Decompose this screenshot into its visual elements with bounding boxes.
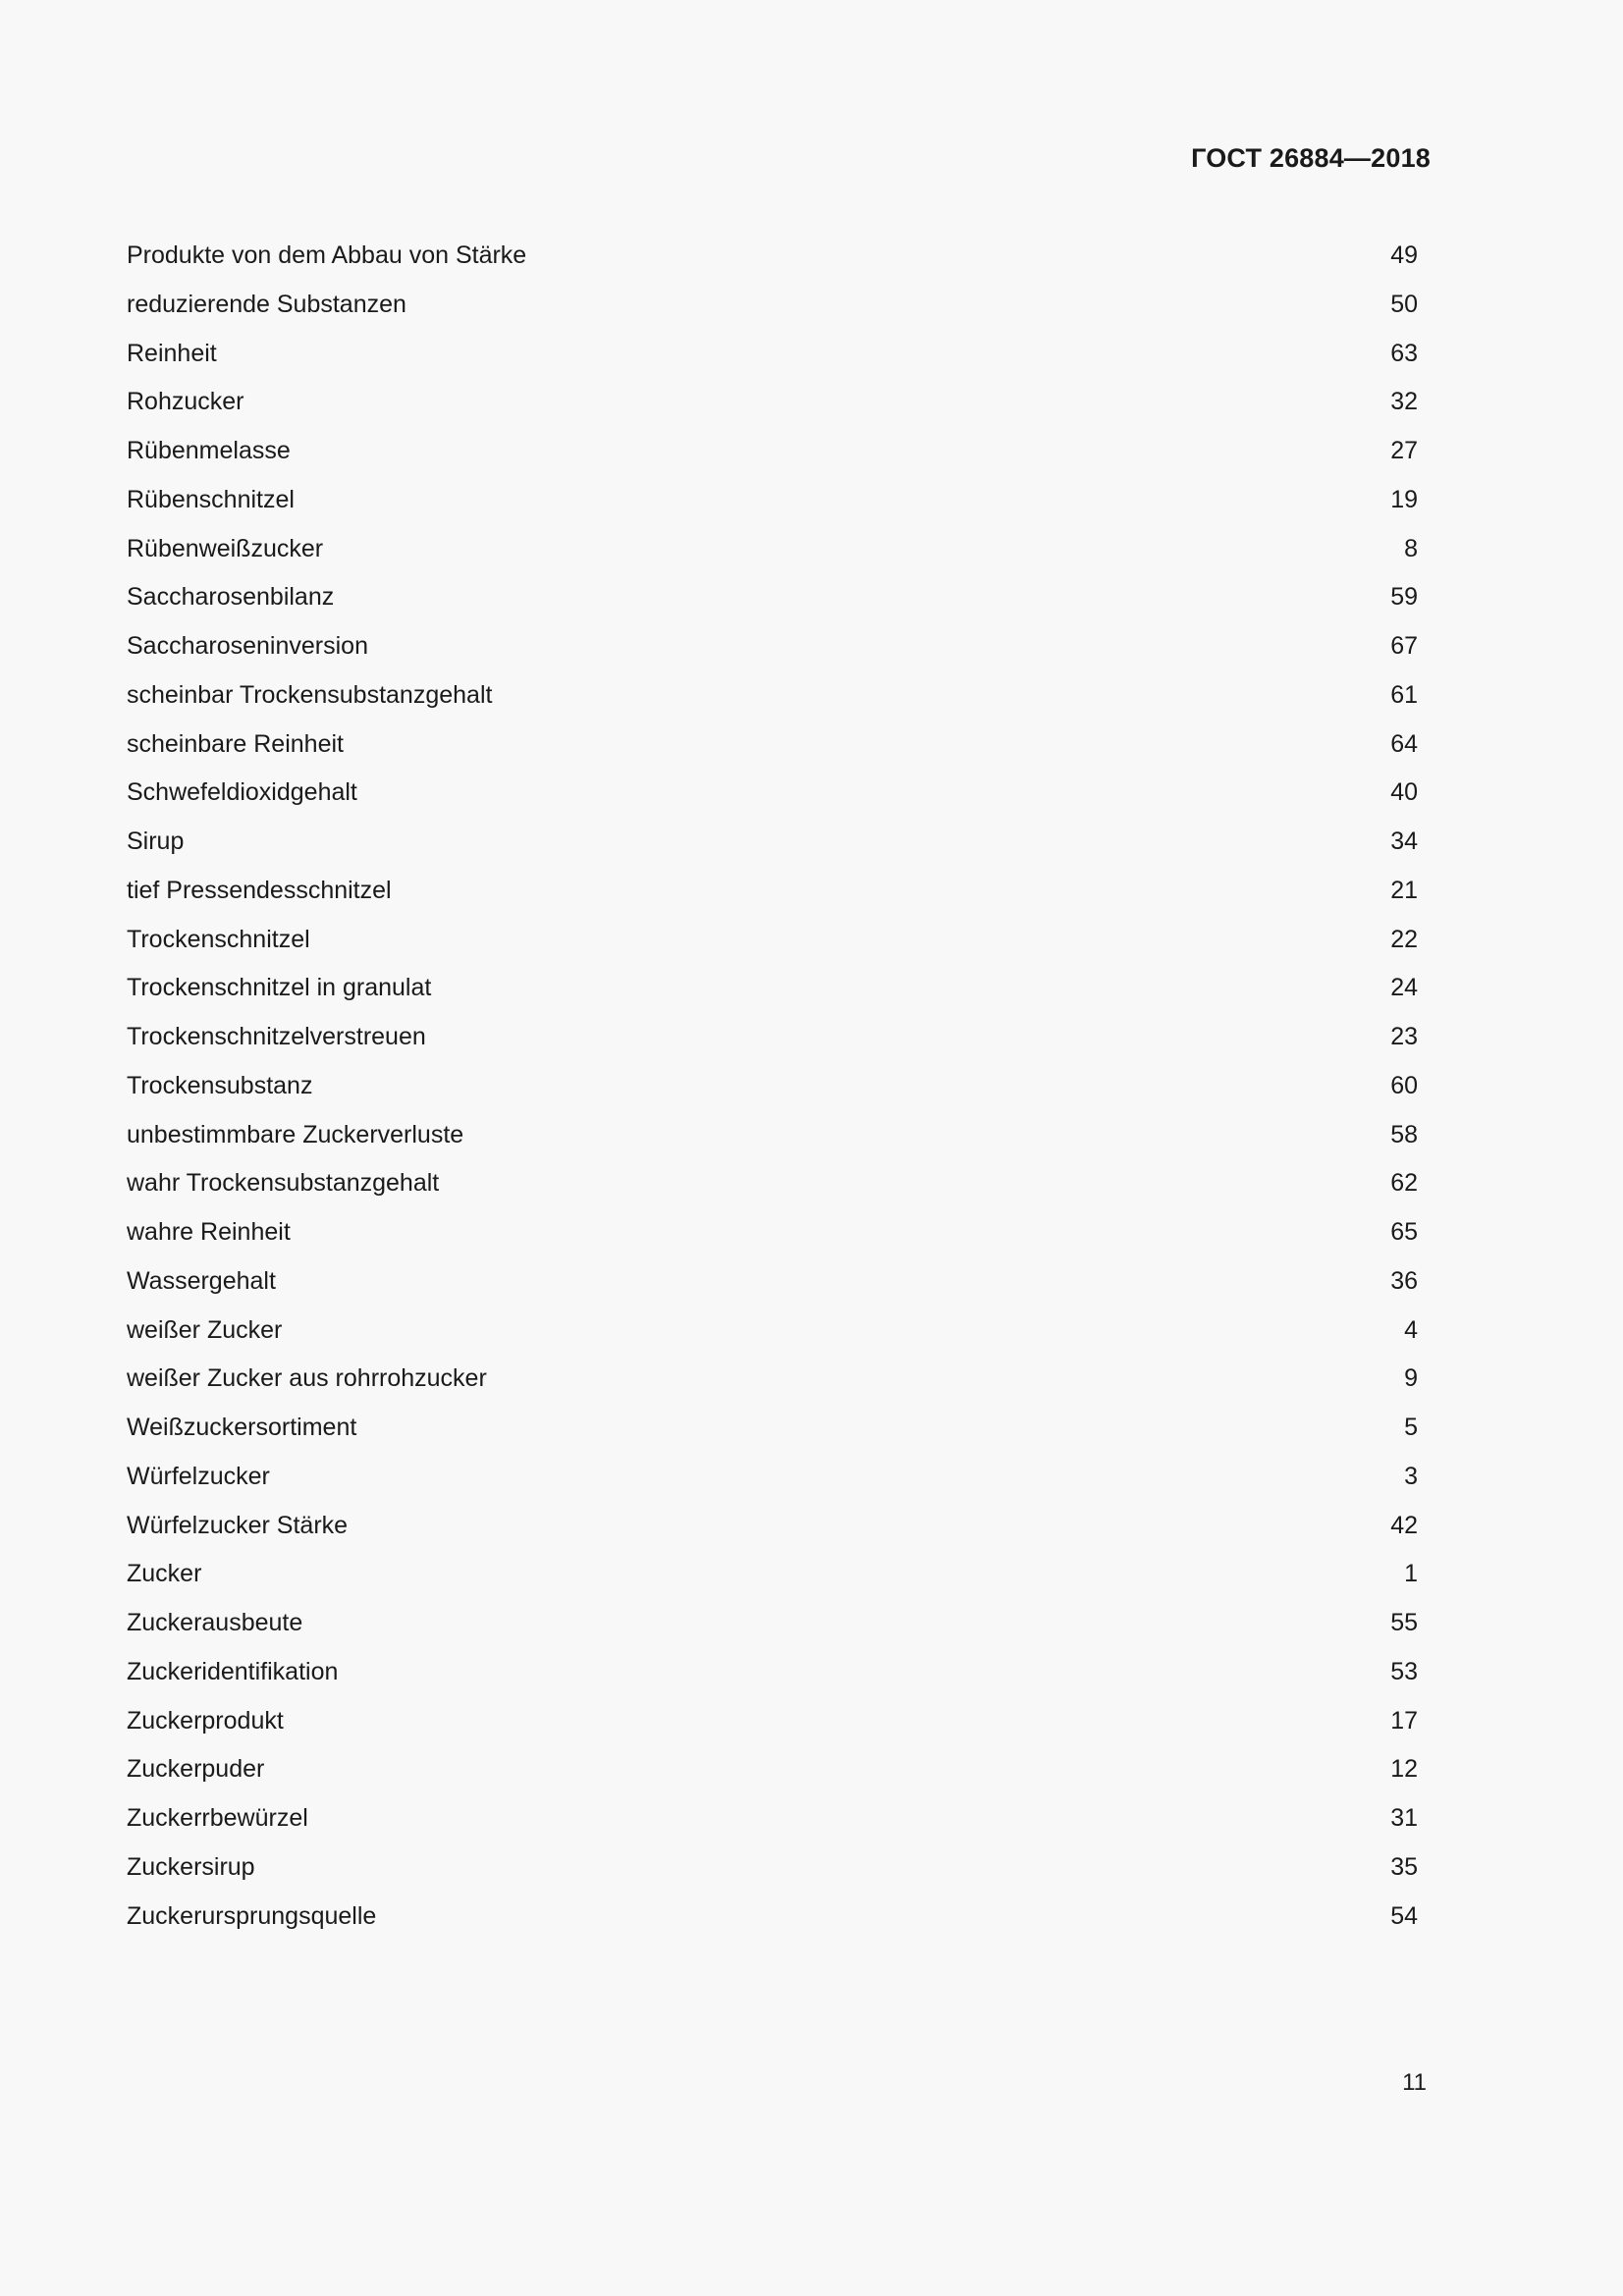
index-row [127,1307,1418,1356]
index-row [127,1013,1418,1062]
standard-code-header: ГОСТ 26884—2018 [1191,143,1431,173]
index-row [127,476,1418,525]
index-term: Trockenschnitzelverstreuen [127,1023,426,1050]
index-term: Rübenmelasse [127,437,291,464]
index-ref: 40 [1390,778,1418,807]
index-ref: 17 [1390,1706,1418,1735]
index-row [127,1550,1418,1599]
index-row [127,1502,1418,1551]
index-ref: 24 [1390,974,1418,1002]
index-row [127,1599,1418,1648]
index-ref: 19 [1390,485,1418,513]
index-term: weißer Zucker aus rohrrohzucker [127,1364,487,1393]
index-term: Zuckersirup [127,1852,255,1881]
index-row [127,573,1418,622]
index-ref: 65 [1390,1218,1418,1246]
index-row [127,378,1418,427]
index-term: tief Pressendesschnitzel [127,876,392,904]
index-row [127,1257,1418,1307]
index-term: scheinbar Trockensubstanzgehalt [127,680,493,709]
index-row [127,232,1418,281]
index-row [127,1648,1418,1697]
index-ref: 21 [1390,876,1418,904]
index-row [127,1893,1418,1942]
index-ref: 54 [1390,1901,1418,1930]
index-ref: 53 [1390,1657,1418,1685]
index-row [127,525,1418,574]
index-term: weißer Zucker [127,1315,283,1344]
index-row [127,916,1418,965]
index-ref: 32 [1390,388,1418,416]
index-row [127,281,1418,330]
index-term: Weißzuckersortiment [127,1414,357,1441]
index-ref: 63 [1390,339,1418,367]
index-ref: 62 [1390,1169,1418,1198]
index-term: reduzierende Substanzen [127,290,406,318]
index-ref: 31 [1390,1804,1418,1832]
index-term: Trockensubstanz [127,1071,313,1099]
index-row [127,427,1418,476]
index-term: Saccharosenbilanz [127,583,335,612]
index-ref: 3 [1404,1462,1418,1490]
index-ref: 58 [1390,1120,1418,1148]
index-row [127,330,1418,379]
index-ref: 59 [1390,583,1418,612]
index-term: Trockenschnitzel [127,925,310,953]
index-term: Saccharoseninversion [127,632,368,660]
index-ref: 9 [1404,1364,1418,1393]
index-term: wahr Trockensubstanzgehalt [127,1169,440,1198]
index-ref: 60 [1390,1071,1418,1099]
index-row [127,1159,1418,1208]
index-ref: 49 [1390,241,1418,269]
index-row [127,671,1418,721]
index-row [127,622,1418,671]
index-term: Zuckerrbewürzel [127,1804,308,1832]
index-term: Würfelzucker [127,1462,270,1490]
index-row [127,964,1418,1013]
index-row [127,769,1418,818]
index-row [127,867,1418,916]
index-ref: 22 [1390,925,1418,953]
index-row [127,1745,1418,1794]
index-row [127,1404,1418,1453]
index-ref: 8 [1404,534,1418,562]
index-term: Trockenschnitzel in granulat [127,974,432,1002]
index-term: Produkte von dem Abbau von Stärke [127,241,527,269]
index-term: Zuckeridentifikation [127,1657,339,1685]
index-row [127,721,1418,770]
index-ref: 67 [1390,632,1418,660]
index-ref: 34 [1390,828,1418,855]
index-term: unbestimmbare Zuckerverluste [127,1120,464,1148]
index-term: Würfelzucker Stärke [127,1511,349,1539]
index-term: Reinheit [127,339,217,367]
index-ref: 55 [1390,1609,1418,1636]
index-row [127,1794,1418,1843]
index-ref: 5 [1404,1414,1418,1441]
index-term: Schwefeldioxidgehalt [127,778,357,807]
index-ref: 23 [1390,1023,1418,1050]
index-ref: 27 [1390,437,1418,464]
index-row [127,818,1418,867]
index-ref: 42 [1390,1511,1418,1539]
index-row [127,1453,1418,1502]
index-ref: 36 [1390,1266,1418,1295]
index-ref: 64 [1390,729,1418,758]
index-ref: 12 [1390,1755,1418,1784]
index-ref: 35 [1390,1852,1418,1881]
index-term: Zuckerursprungsquelle [127,1901,377,1930]
index-row [127,1355,1418,1404]
index-ref: 61 [1390,680,1418,709]
index-row [127,1697,1418,1746]
index-row [127,1208,1418,1257]
alphabetical-index [127,232,1418,1941]
index-row [127,1062,1418,1111]
index-term: Rohzucker [127,388,244,416]
index-ref: 4 [1404,1315,1418,1344]
index-term: Sirup [127,828,185,855]
index-term: Rübenschnitzel [127,485,295,513]
index-term: Zuckerpuder [127,1755,265,1784]
index-term: Zucker [127,1560,202,1588]
index-ref: 1 [1404,1560,1418,1588]
index-row [127,1843,1418,1893]
index-term: wahre Reinheit [127,1218,291,1246]
index-term: Rübenweißzucker [127,534,324,562]
index-term: Zuckerprodukt [127,1706,284,1735]
index-term: Wassergehalt [127,1266,276,1295]
index-term: scheinbare Reinheit [127,729,344,758]
page-number: 11 [1402,2069,1427,2096]
index-ref: 50 [1390,290,1418,318]
index-term: Zuckerausbeute [127,1609,303,1636]
index-row [127,1111,1418,1160]
